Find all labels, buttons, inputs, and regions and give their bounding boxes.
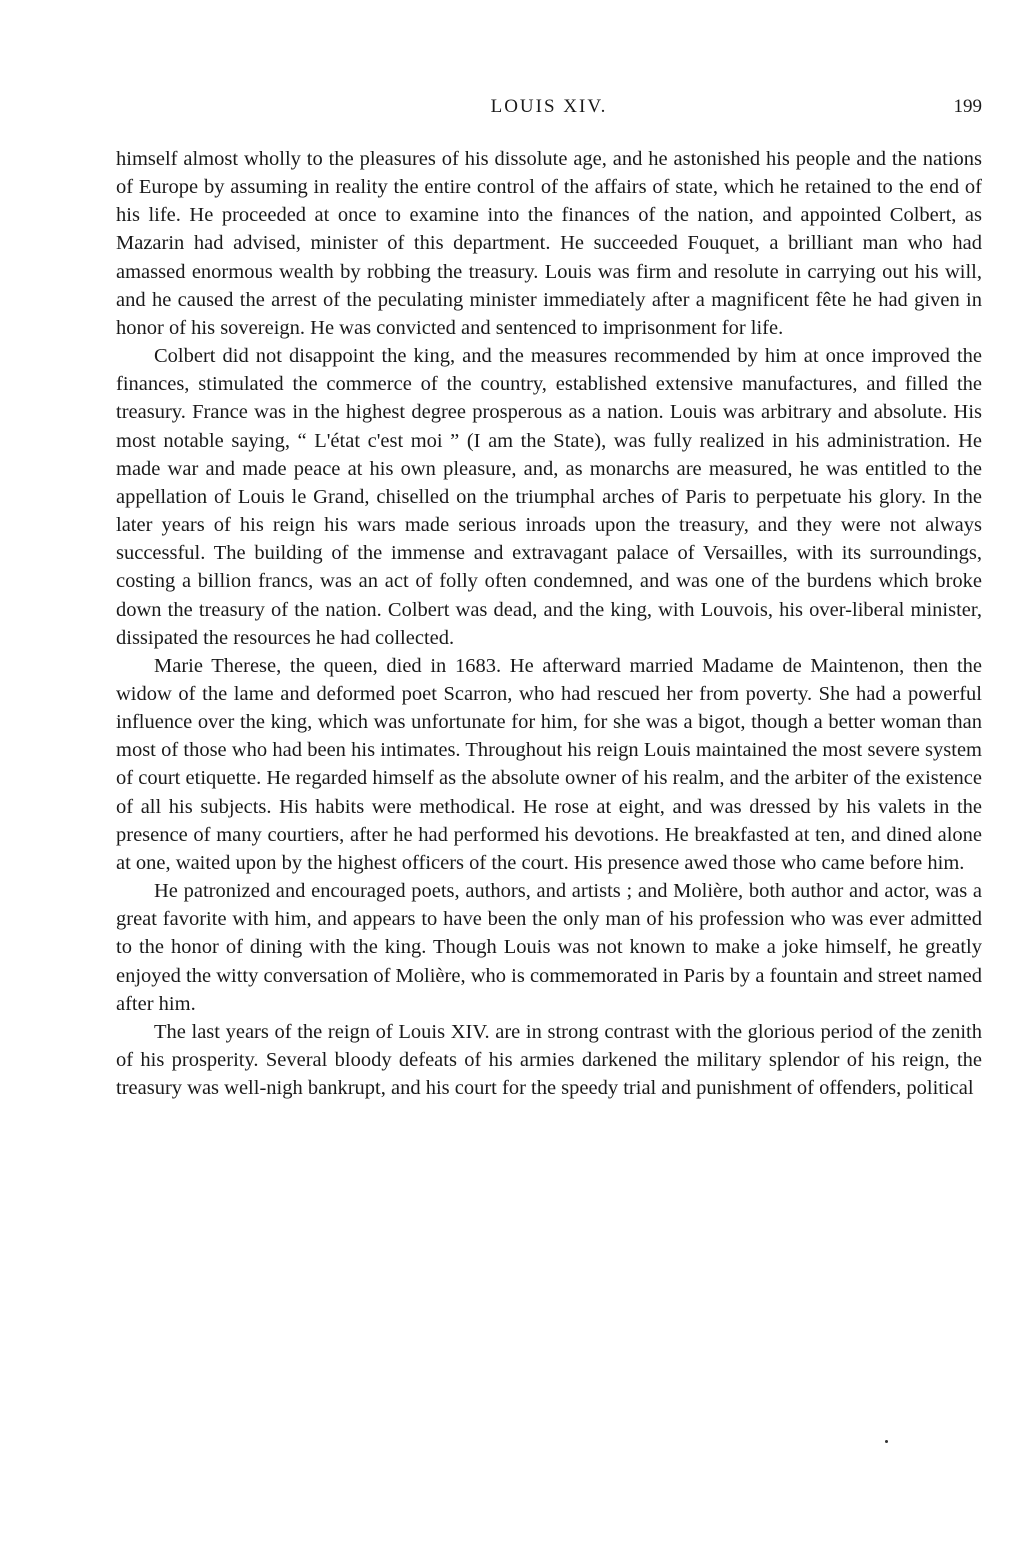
- running-title: LOUIS XIV.: [490, 96, 608, 117]
- paragraph-3: Marie Therese, the queen, died in 1683. He afterward married Madame de Maintenon, then the widow of the lame and deformed poet Scarron, who had rescued her from poverty. She had a powerful influence over the king, which was unfortunate for him, for she was a bigot, though a better woman than most of those who had been his intimates. Throughout his reign Louis maintained the most severe system of court etiquette. He regarded himself as the absolute owner of his realm, and the arbiter of the existence of all his subjects. His habits were methodical. He rose at eight, and was dressed by his valets in the presence of many courtiers, after he had performed his devotions. He breakfasted at ten, and dined alone at one, waited upon by the highest officers of the court. His presence awed those who came before him.: [116, 654, 982, 874]
- running-head: [116, 92, 982, 122]
- paragraph-2: Colbert did not disappoint the king, and the measures recommended by him at once improved the finances, stimulated the commerce of the country, established extensive manufactures, and filled the treasury. France was in the highest degree prosperous as a nation. Louis was arbitrary and absolute. His most notable saying, “ L'état c'est moi ” (I am the State), was fully realized in his administration. He made war and made peace at his own pleasure, and, as monarchs are measured, he was entitled to the appellation of Louis le Grand, chiselled on the triumphal arches of Paris to perpetuate his glory. In the later years of his reign his wars made serious inroads upon the treasury, and they were not always successful. The building of the immense and extravagant palace of Versailles, with its surroundings, costing a billion francs, was an act of folly often condemned, and was one of the burdens which broke down the treasury of the nation. Colbert was dead, and the king, with Louvois, his over-liberal minister, dissipated the resources he had collected.: [116, 345, 982, 649]
- body-text: [116, 145, 982, 1102]
- page-number: 199: [953, 96, 982, 117]
- paragraph-4: He patronized and encouraged poets, authors, and artists ; and Molière, both author and actor, was a great favorite with him, and appears to have been the only man of his profession who was ever admitted to the honor of dining with the king. Though Louis was not known to make a joke himself, he greatly enjoyed the witty conversation of Molière, who is commemorated in Paris by a fountain and street named after him.: [116, 880, 982, 1015]
- paragraph-1: himself almost wholly to the pleasures of his dissolute age, and he astonished his people and the nations of Europe by assuming in reality the entire control of the affairs of state, which he retained to the end of his life. He proceeded at once to examine into the finances of the nation, and appointed Colbert, as Mazarin had advised, minister of this department. He succeeded Fouquet, a brilliant man who had amassed enormous wealth by robbing the treasury. Louis was firm and resolute in carrying out his will, and he caused the arrest of the peculating minister immediately after a magnificent fête he had given in honor of his sovereign. He was convicted and sentenced to imprisonment for life.: [116, 148, 982, 339]
- stray-ink-mark: [885, 1440, 888, 1443]
- paragraph-5: The last years of the reign of Louis XIV. are in strong contrast with the glorious period of the zenith of his prosperity. Several bloody defeats of his armies darkened the military splendor of his reign, the treasury was well-nigh bankrupt, and his court for the speedy trial and punishment of offenders, political: [116, 1020, 982, 1100]
